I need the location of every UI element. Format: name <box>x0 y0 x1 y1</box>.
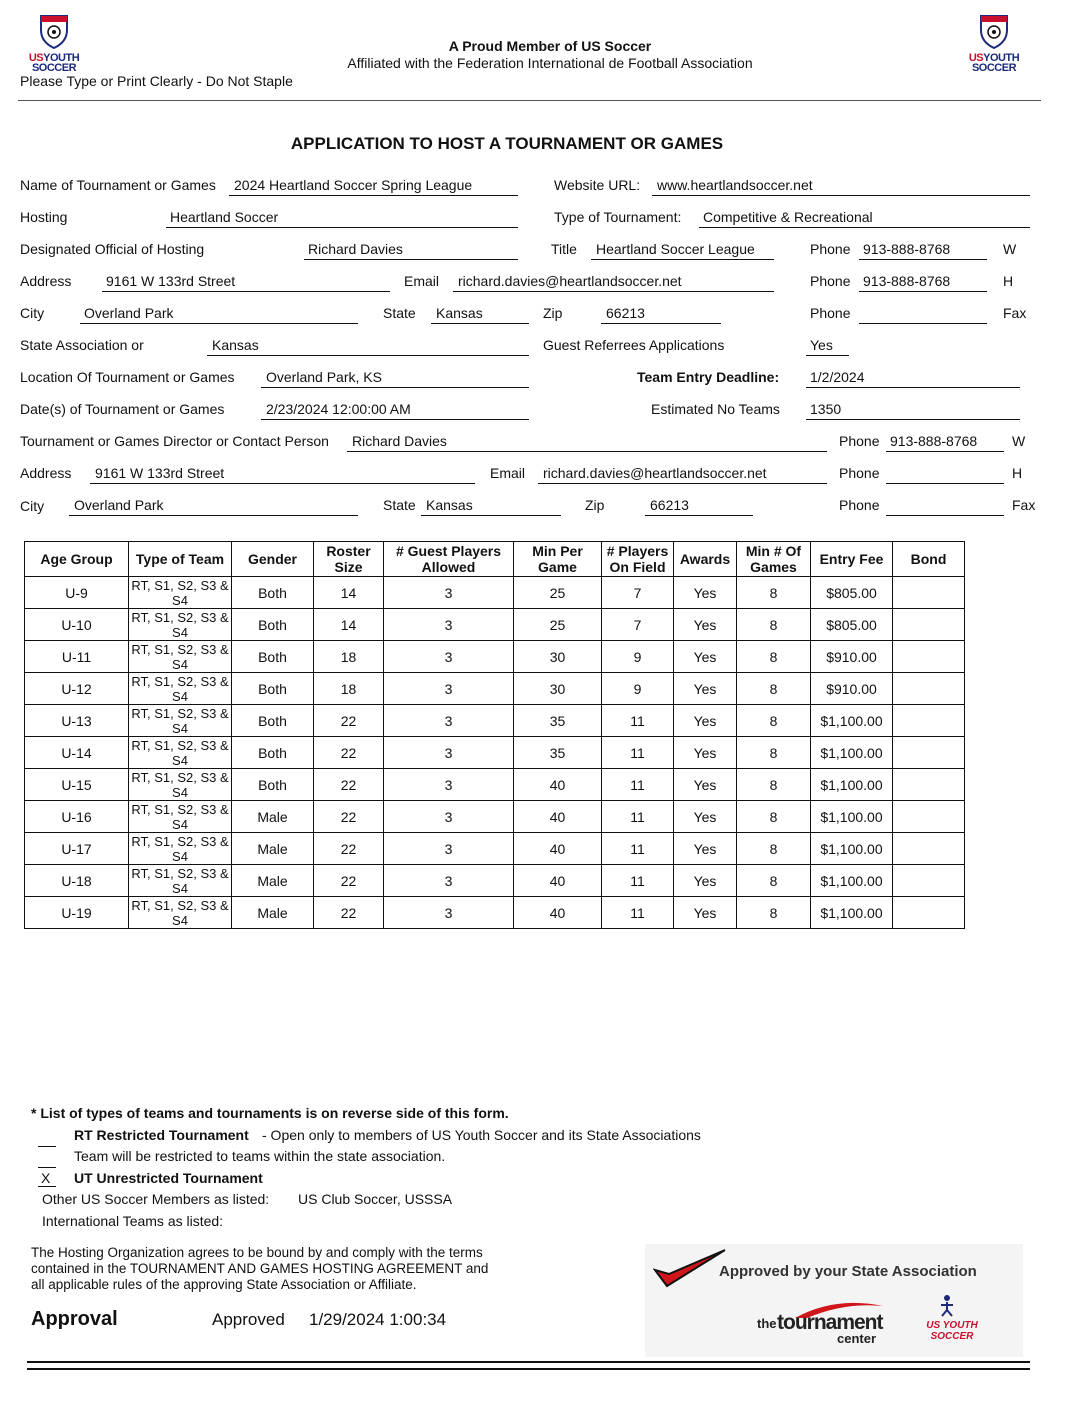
value-hosting: Heartland Soccer <box>170 209 279 225</box>
table-cell: RT, S1, S2, S3 & S4 <box>129 577 232 609</box>
table-cell: Both <box>232 673 314 705</box>
value-city: Overland Park <box>84 305 174 321</box>
table-cell: Both <box>232 737 314 769</box>
table-cell: U-14 <box>25 737 129 769</box>
value-type: Competitive & Recreational <box>703 209 873 225</box>
table-cell: 8 <box>737 769 811 801</box>
table-cell: 40 <box>514 833 602 865</box>
field-phone-fax[interactable] <box>859 305 987 324</box>
table-cell: 3 <box>384 705 514 737</box>
table-cell: 18 <box>314 673 384 705</box>
table-row <box>25 705 965 737</box>
agreement-line-3: all applicable rules of the approving State Association or Affiliate. <box>31 1277 417 1292</box>
table-cell: RT, S1, S2, S3 & S4 <box>129 673 232 705</box>
table-cell: U-13 <box>25 705 129 737</box>
table-row <box>25 577 965 609</box>
table-cell: 35 <box>514 737 602 769</box>
table-cell: RT, S1, S2, S3 & S4 <box>129 737 232 769</box>
table-cell: Yes <box>674 641 737 673</box>
table-cell: RT, S1, S2, S3 & S4 <box>129 897 232 929</box>
label-location: Location Of Tournament or Games <box>20 369 235 385</box>
agreement-line-1: The Hosting Organization agrees to be bound by and comply with the terms <box>31 1245 483 1260</box>
age-group-table <box>24 541 965 929</box>
other-members-label: Other US Soccer Members as listed: <box>42 1191 270 1207</box>
table-cell: $1,100.00 <box>811 897 893 929</box>
table-cell: Yes <box>674 673 737 705</box>
footer-divider-top <box>27 1361 1030 1363</box>
table-cell: 22 <box>314 769 384 801</box>
column-header: Entry Fee <box>811 542 893 577</box>
table-cell: 25 <box>514 609 602 641</box>
table-cell: 11 <box>602 769 674 801</box>
table-cell: 8 <box>737 577 811 609</box>
table-cell: U-17 <box>25 833 129 865</box>
label-state: State <box>383 305 416 321</box>
table-cell: 3 <box>384 801 514 833</box>
column-header: # Guest Players Allowed <box>384 542 514 577</box>
table-cell: Yes <box>674 897 737 929</box>
approval-date: 1/29/2024 1:00:34 <box>309 1310 447 1329</box>
table-cell: Male <box>232 833 314 865</box>
label-w-1: W <box>1003 241 1017 257</box>
value-state-assoc: Kansas <box>212 337 259 353</box>
header-divider <box>18 100 1041 101</box>
table-cell: $910.00 <box>811 673 893 705</box>
value-director-zip: 66213 <box>650 497 689 513</box>
table-cell: 7 <box>602 609 674 641</box>
table-cell: 3 <box>384 769 514 801</box>
table-cell: Yes <box>674 769 737 801</box>
approval-status: Approved <box>212 1310 285 1329</box>
footer-divider-bottom <box>27 1368 1030 1370</box>
label-address-2: Address <box>20 465 72 481</box>
table-cell: 30 <box>514 641 602 673</box>
table-cell: 22 <box>314 801 384 833</box>
value-zip: 66213 <box>606 305 645 321</box>
label-deadline: Team Entry Deadline: <box>637 369 780 385</box>
table-cell: Both <box>232 641 314 673</box>
label-website: Website URL: <box>554 177 641 193</box>
approval-label: Approval <box>31 1308 118 1330</box>
table-header-row <box>25 542 965 577</box>
table-cell: 8 <box>737 737 811 769</box>
table-cell: RT, S1, S2, S3 & S4 <box>129 769 232 801</box>
label-type: Type of Tournament: <box>554 209 682 225</box>
label-phone-2: Phone <box>810 273 851 289</box>
label-email: Email <box>404 273 440 289</box>
column-header: Bond <box>893 542 965 577</box>
table-cell: 22 <box>314 737 384 769</box>
table-cell: 9 <box>602 641 674 673</box>
table-cell: 7 <box>602 577 674 609</box>
label-phone-6: Phone <box>839 497 880 513</box>
column-header: Awards <box>674 542 737 577</box>
table-row <box>25 673 965 705</box>
table-cell: 22 <box>314 897 384 929</box>
field-director-phone-h[interactable] <box>886 465 1004 484</box>
value-guest-ref: Yes <box>810 337 833 353</box>
stamp-logo-tournament: tournament <box>777 1311 883 1334</box>
table-cell: 3 <box>384 577 514 609</box>
table-cell: 8 <box>737 833 811 865</box>
stamp-logo-center: center <box>837 1331 877 1346</box>
table-cell: 9 <box>602 673 674 705</box>
label-city: City <box>20 305 45 321</box>
player-icon <box>935 1294 959 1318</box>
table-row <box>25 897 965 929</box>
column-header: Type of Team <box>129 542 232 577</box>
table-cell: 18 <box>314 641 384 673</box>
table-cell: Both <box>232 769 314 801</box>
column-header: Min Per Game <box>514 542 602 577</box>
label-state-2: State <box>383 497 416 513</box>
table-cell: 3 <box>384 833 514 865</box>
value-director-phone-w: 913-888-8768 <box>890 433 978 449</box>
table-cell <box>893 641 965 673</box>
table-cell: 22 <box>314 833 384 865</box>
label-phone-5: Phone <box>839 465 880 481</box>
value-phone-w: 913-888-8768 <box>863 241 951 257</box>
table-cell: $805.00 <box>811 577 893 609</box>
table-cell: Yes <box>674 577 737 609</box>
table-cell: 8 <box>737 801 811 833</box>
ut-check-mark: X <box>41 1170 51 1186</box>
value-director-email: richard.davies@heartlandsoccer.net <box>543 465 767 481</box>
table-cell: U-19 <box>25 897 129 929</box>
table-cell: U-16 <box>25 801 129 833</box>
table-cell: 8 <box>737 609 811 641</box>
table-cell: Male <box>232 865 314 897</box>
label-zip-2: Zip <box>585 497 605 513</box>
table-cell: U-9 <box>25 577 129 609</box>
table-cell <box>893 865 965 897</box>
label-dates: Date(s) of Tournament or Games <box>20 401 225 417</box>
tournament-center-logo <box>755 1300 885 1346</box>
table-cell: RT, S1, S2, S3 & S4 <box>129 609 232 641</box>
label-state-assoc: State Association or <box>20 337 144 353</box>
table-cell: 22 <box>314 705 384 737</box>
column-header: Gender <box>232 542 314 577</box>
table-cell <box>893 897 965 929</box>
approval-stamp <box>645 1244 1023 1357</box>
column-header: Age Group <box>25 542 129 577</box>
table-cell: 40 <box>514 865 602 897</box>
table-cell <box>893 737 965 769</box>
table-cell: U-15 <box>25 769 129 801</box>
instructions: Please Type or Print Clearly - Do Not Staple <box>20 73 293 89</box>
logo-text-left: USYOUTH SOCCER <box>28 52 80 74</box>
table-cell: 8 <box>737 641 811 673</box>
intl-label: International Teams as listed: <box>42 1213 224 1229</box>
table-cell: RT, S1, S2, S3 & S4 <box>129 833 232 865</box>
table-cell: Male <box>232 897 314 929</box>
value-est-teams: 1350 <box>810 401 842 417</box>
table-cell: 40 <box>514 897 602 929</box>
value-director-state: Kansas <box>426 497 473 513</box>
ut-checkbox[interactable] <box>38 1170 56 1187</box>
value-state: Kansas <box>436 305 483 321</box>
stamp-logo-usys: US YOUTH SOCCER <box>926 1320 978 1342</box>
table-cell: 3 <box>384 897 514 929</box>
table-cell: Both <box>232 577 314 609</box>
table-cell: $1,100.00 <box>811 865 893 897</box>
table-cell: 11 <box>602 737 674 769</box>
table-cell: RT, S1, S2, S3 & S4 <box>129 641 232 673</box>
table-cell: U-12 <box>25 673 129 705</box>
table-cell: 3 <box>384 609 514 641</box>
table-cell: 3 <box>384 641 514 673</box>
label-phone-3: Phone <box>810 305 851 321</box>
table-cell: 14 <box>314 577 384 609</box>
table-cell <box>893 833 965 865</box>
value-director-address: 9161 W 133rd Street <box>95 465 225 481</box>
table-cell: RT, S1, S2, S3 & S4 <box>129 801 232 833</box>
table-cell: 11 <box>602 865 674 897</box>
table-cell: 40 <box>514 769 602 801</box>
column-header: Min # Of Games <box>737 542 811 577</box>
table-row <box>25 769 965 801</box>
table-cell: 11 <box>602 705 674 737</box>
value-email: richard.davies@heartlandsoccer.net <box>458 273 682 289</box>
table-cell: $1,100.00 <box>811 705 893 737</box>
value-phone-h: 913-888-8768 <box>863 273 951 289</box>
table-cell <box>893 769 965 801</box>
ut-title: UT Unrestricted Tournament <box>74 1170 263 1186</box>
table-cell: $1,100.00 <box>811 769 893 801</box>
value-location: Overland Park, KS <box>266 369 382 385</box>
table-row <box>25 641 965 673</box>
rt-desc: - Open only to members of US Youth Soccer and its State Associations <box>262 1127 701 1143</box>
value-dates: 2/23/2024 12:00:00 AM <box>266 401 411 417</box>
restricted-checkbox-line[interactable] <box>38 1152 56 1168</box>
value-address: 9161 W 133rd Street <box>106 273 236 289</box>
label-title: Title <box>551 241 577 257</box>
table-cell: 8 <box>737 673 811 705</box>
table-cell: 25 <box>514 577 602 609</box>
table-row <box>25 865 965 897</box>
list-note: * List of types of teams and tournaments is on reverse side of this form. <box>31 1105 509 1121</box>
label-hosting: Hosting <box>20 209 68 225</box>
label-h-2: H <box>1012 465 1023 481</box>
agreement-line-2: contained in the TOURNAMENT AND GAMES HOSTING AGREEMENT and <box>31 1261 489 1276</box>
table-cell <box>893 577 965 609</box>
stamp-us-youth-soccer-logo <box>923 1294 983 1348</box>
table-cell: U-11 <box>25 641 129 673</box>
table-cell: $910.00 <box>811 641 893 673</box>
table-cell: 3 <box>384 673 514 705</box>
label-zip: Zip <box>543 305 563 321</box>
value-website: www.heartlandsoccer.net <box>657 177 813 193</box>
field-director-phone-fax[interactable] <box>886 497 1004 516</box>
label-director: Tournament or Games Director or Contact Person <box>20 433 329 449</box>
table-cell: $1,100.00 <box>811 737 893 769</box>
table-cell <box>893 705 965 737</box>
table-cell: 8 <box>737 897 811 929</box>
table-cell: 3 <box>384 865 514 897</box>
table-cell: 40 <box>514 801 602 833</box>
table-row <box>25 609 965 641</box>
table-row <box>25 833 965 865</box>
label-guest-ref: Guest Referrees Applications <box>543 337 725 353</box>
label-phone-1: Phone <box>810 241 851 257</box>
table-cell: 11 <box>602 897 674 929</box>
table-cell: 22 <box>314 865 384 897</box>
table-cell: Both <box>232 609 314 641</box>
table-cell: 3 <box>384 737 514 769</box>
table-cell: $1,100.00 <box>811 801 893 833</box>
table-cell: Yes <box>674 865 737 897</box>
table-cell: $805.00 <box>811 609 893 641</box>
label-city-2: City <box>20 498 45 514</box>
table-cell: Yes <box>674 833 737 865</box>
label-fax-1: Fax <box>1003 305 1027 321</box>
label-w-2: W <box>1012 433 1026 449</box>
table-cell: 11 <box>602 801 674 833</box>
column-header: # Players On Field <box>602 542 674 577</box>
table-cell: U-18 <box>25 865 129 897</box>
label-address: Address <box>20 273 72 289</box>
table-row <box>25 801 965 833</box>
affiliate-line: Affiliated with the Federation International de Football Association <box>347 55 753 71</box>
value-director-city: Overland Park <box>74 497 164 513</box>
table-row <box>25 737 965 769</box>
table-cell: 11 <box>602 833 674 865</box>
label-official: Designated Official of Hosting <box>20 241 205 257</box>
value-deadline: 1/2/2024 <box>810 369 865 385</box>
table-cell <box>893 609 965 641</box>
stamp-text: Approved by your State Association <box>719 1263 977 1280</box>
page-title: APPLICATION TO HOST A TOURNAMENT OR GAMES <box>290 134 724 153</box>
table-cell: Yes <box>674 609 737 641</box>
label-fax-2: Fax <box>1012 497 1036 513</box>
value-official: Richard Davies <box>308 241 403 257</box>
label-est-teams: Estimated No Teams <box>651 401 780 417</box>
table-cell: Yes <box>674 801 737 833</box>
table-cell: RT, S1, S2, S3 & S4 <box>129 865 232 897</box>
label-name: Name of Tournament or Games <box>20 177 216 193</box>
table-cell <box>893 801 965 833</box>
stamp-logo-the: the <box>757 1316 777 1331</box>
label-phone-4: Phone <box>839 433 880 449</box>
table-cell: 30 <box>514 673 602 705</box>
rt-checkbox-line[interactable] <box>38 1131 56 1147</box>
value-title: Heartland Soccer League <box>596 241 755 257</box>
table-cell: RT, S1, S2, S3 & S4 <box>129 705 232 737</box>
rt-title: RT Restricted Tournament <box>74 1127 249 1143</box>
table-cell: 8 <box>737 705 811 737</box>
label-h-1: H <box>1003 273 1014 289</box>
member-line: A Proud Member of US Soccer <box>448 38 652 54</box>
value-director: Richard Davies <box>352 433 447 449</box>
table-cell: Yes <box>674 705 737 737</box>
table-cell: U-10 <box>25 609 129 641</box>
table-cell: Male <box>232 801 314 833</box>
table-cell: 8 <box>737 865 811 897</box>
table-cell <box>893 673 965 705</box>
column-header: Roster Size <box>314 542 384 577</box>
checkmark-swoosh-icon <box>653 1248 727 1288</box>
logo-text-right: USYOUTH SOCCER <box>968 52 1020 74</box>
table-cell: 14 <box>314 609 384 641</box>
restricted-line: Team will be restricted to teams within the state association. <box>74 1148 446 1164</box>
label-email-2: Email <box>490 465 526 481</box>
other-members-value: US Club Soccer, USSSA <box>298 1191 453 1207</box>
value-name: 2024 Heartland Soccer Spring League <box>234 177 473 193</box>
table-cell: $1,100.00 <box>811 833 893 865</box>
table-cell: Yes <box>674 737 737 769</box>
table-cell: Both <box>232 705 314 737</box>
table-cell: 35 <box>514 705 602 737</box>
